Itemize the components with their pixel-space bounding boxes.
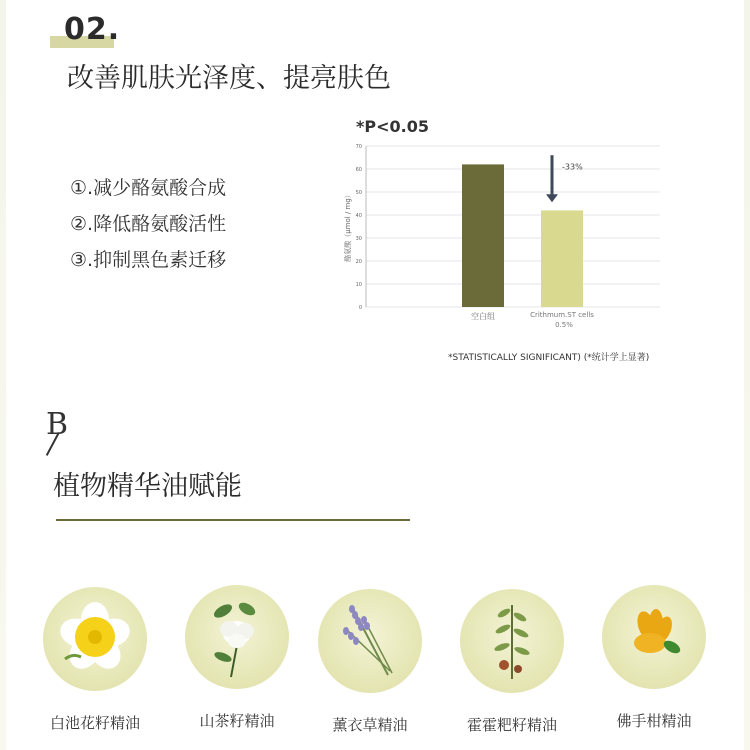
chart-bar (541, 210, 583, 307)
herb-image-circle (602, 585, 706, 689)
title-divider (56, 519, 410, 521)
herb-card (177, 585, 297, 731)
bar-chart (330, 140, 670, 340)
benefit-item: ②.降低酪氨酸活性 (70, 213, 227, 235)
section-number: 02. (64, 12, 121, 47)
x-category-label: 0.5% (555, 321, 573, 329)
herb-label: 佛手柑精油 (616, 712, 692, 730)
herb-card (452, 589, 572, 735)
annotation-label: -33% (562, 162, 583, 172)
herb-image-circle (43, 587, 147, 691)
benefit-list (70, 170, 226, 278)
section-logo: B (46, 407, 69, 442)
jojoba-plant-icon (460, 589, 564, 693)
y-tick-label: 60 (355, 167, 362, 173)
bergamot-fruit-icon (602, 585, 706, 689)
y-tick-label: 50 (355, 190, 362, 196)
y-tick-label: 0 (358, 305, 362, 311)
x-category-label: 空白组 (471, 312, 495, 321)
x-category-label: Crithmum.ST cells (530, 311, 594, 319)
herb-image-circle (185, 585, 289, 689)
benefit-item: ③.抑制黑色素迁移 (70, 249, 227, 271)
herb-card (35, 587, 155, 733)
left-edge-decoration (0, 0, 6, 750)
y-tick-label: 70 (355, 144, 362, 150)
y-tick-label: 30 (355, 236, 362, 242)
camellia-flower-icon (185, 585, 289, 689)
meadowfoam-flower-icon (43, 587, 147, 691)
herb-label: 薰衣草精油 (332, 716, 408, 734)
reduction-arrow-head (546, 194, 558, 202)
y-axis-label: 酪氨酸（μmol / mg） (344, 191, 352, 262)
chart-bar (462, 164, 504, 307)
herb-card (310, 589, 430, 735)
herb-label: 霍霍粑籽精油 (466, 716, 557, 734)
herb-label: 山茶籽精油 (199, 712, 275, 730)
y-tick-label: 10 (355, 282, 362, 288)
herb-label: 白池花籽精油 (49, 714, 140, 732)
section-title: 改善肌肤光泽度、提亮肤色 (67, 63, 391, 94)
herb-card (594, 585, 714, 731)
right-edge-decoration (744, 0, 750, 750)
y-tick-label: 20 (355, 259, 362, 265)
chart-footnote: *STATISTICALLY SIGNIFICANT) (*统计学上显著) (448, 353, 650, 363)
benefit-item: ①.减少酪氨酸合成 (70, 177, 227, 199)
herb-image-circle (318, 589, 422, 693)
lavender-icon (318, 589, 422, 693)
chart-title: *P<0.05 (356, 117, 429, 136)
herb-image-circle (460, 589, 564, 693)
section-title-2: 植物精华油赋能 (53, 471, 242, 502)
y-tick-label: 40 (355, 213, 362, 219)
